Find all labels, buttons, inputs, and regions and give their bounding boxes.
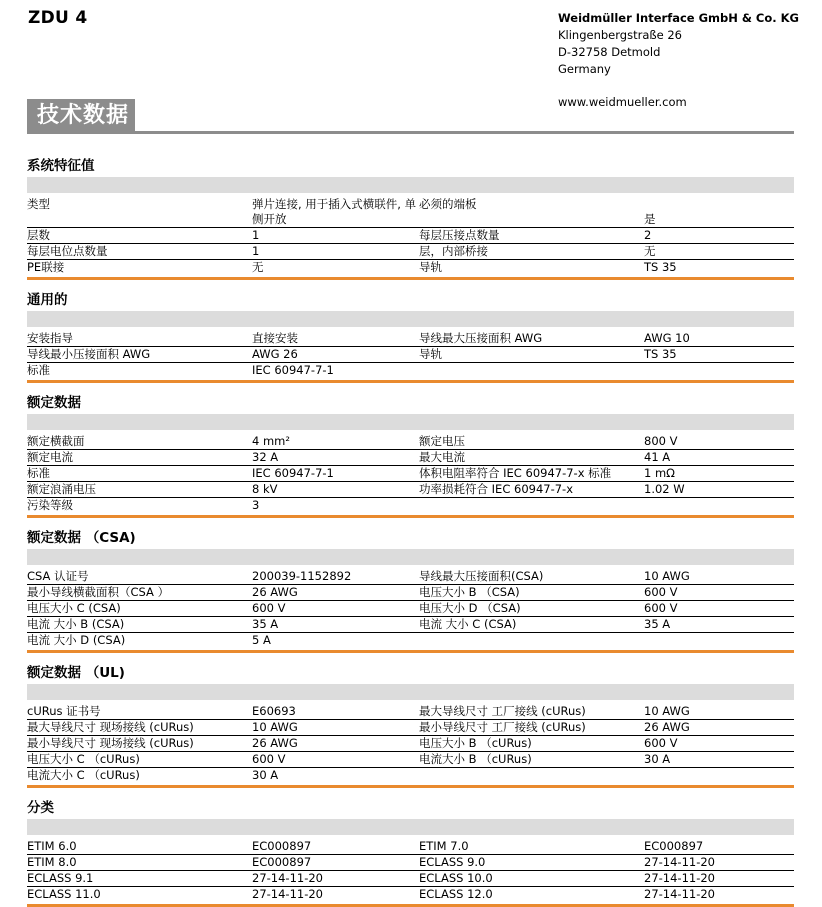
spec-row — [27, 887, 794, 902]
spec-label: 层，内部桥接 — [419, 244, 644, 260]
section-band — [27, 684, 794, 700]
spec-label: ECLASS 12.0 — [419, 887, 493, 901]
spec-row — [27, 466, 794, 482]
spec-row — [27, 768, 794, 783]
spec-value: EC000897 — [252, 839, 419, 855]
spec-label: 污染等级 — [27, 498, 73, 512]
spec-row — [27, 331, 794, 347]
spec-label: 电流 大小 B (CSA) — [27, 617, 252, 633]
spec-row — [27, 617, 794, 633]
spec-value: 1 — [252, 228, 419, 244]
spec-row — [27, 855, 794, 871]
spec-label: 电压大小 B （cURus) — [419, 736, 644, 752]
spec-label — [419, 498, 644, 513]
spec-value: 27-14-11-20 — [644, 871, 794, 887]
spec-value: 4 mm² — [252, 434, 419, 450]
spec-label: ECLASS 9.0 — [419, 855, 644, 871]
section-band — [27, 177, 794, 193]
spec-label: ETIM 6.0 — [27, 839, 252, 855]
spec-value — [644, 498, 794, 513]
spec-label: 导线最大压接面积 AWG — [419, 331, 644, 347]
spec-row — [27, 260, 794, 275]
spec-label: 最大导线尺寸 现场接线 (cURus) — [27, 720, 252, 736]
section-rows — [27, 700, 794, 783]
spec-label: ECLASS 11.0 — [27, 887, 101, 901]
spec-value: 10 AWG — [644, 704, 794, 720]
spec-value: 直接安装 — [252, 331, 419, 347]
spec-value: 27-14-11-20 — [252, 887, 323, 901]
spec-value: IEC 60947-7-1 — [252, 363, 334, 377]
spec-row — [27, 197, 794, 228]
spec-label: ECLASS 10.0 — [419, 871, 644, 887]
spec-value: 10 AWG — [644, 569, 794, 585]
spec-row — [27, 752, 794, 768]
spec-row — [27, 569, 794, 585]
spec-row — [27, 736, 794, 752]
spec-value: AWG 10 — [644, 331, 794, 347]
spec-value: TS 35 — [644, 347, 794, 363]
spec-value: 27-14-11-20 — [252, 871, 419, 887]
section-band — [27, 311, 794, 327]
spec-value: 26 AWG — [252, 736, 419, 752]
spec-label: 额定浪涌电压 — [27, 482, 252, 498]
spec-row — [27, 363, 794, 378]
spec-label — [419, 633, 644, 648]
website-link[interactable]: www.weidmueller.com — [558, 95, 687, 109]
spec-value: AWG 26 — [252, 347, 419, 363]
spec-row — [27, 704, 794, 720]
spec-label: ECLASS 9.1 — [27, 871, 252, 887]
spec-label: 必须的端板 — [419, 197, 644, 228]
spec-value: 35 A — [644, 617, 794, 633]
spec-value: 26 AWG — [644, 720, 794, 736]
spec-label: 导轨 — [419, 260, 442, 274]
spec-value: 600 V — [252, 752, 419, 768]
spec-label — [419, 768, 644, 783]
section-title: 额定数据 （UL) — [27, 665, 125, 681]
spec-label: CSA 认证号 — [27, 569, 252, 585]
spec-label: 额定电压 — [419, 434, 644, 450]
spec-value: 26 AWG — [252, 585, 419, 601]
company-address-block — [558, 10, 799, 111]
spec-row — [27, 434, 794, 450]
spec-value: 600 V — [644, 736, 794, 752]
spec-row — [27, 450, 794, 466]
section-title: 额定数据 （CSA) — [27, 530, 136, 546]
section-band — [27, 414, 794, 430]
spec-label: 每层电位点数量 — [27, 244, 252, 260]
spec-label: 导线最大压接面积(CSA) — [419, 569, 644, 585]
spec-label: 电流大小 B （cURus) — [419, 752, 644, 768]
spec-value: TS 35 — [644, 260, 677, 274]
spec-value: 30 A — [252, 768, 279, 782]
spec-sections — [27, 156, 794, 907]
spec-label: ETIM 7.0 — [419, 839, 644, 855]
spec-value: E60693 — [252, 704, 419, 720]
spec-value: 2 — [644, 228, 794, 244]
spec-label: 电流 大小 C (CSA) — [419, 617, 644, 633]
spec-label: 标准 — [27, 363, 50, 377]
spec-row — [27, 585, 794, 601]
spec-value: 27-14-11-20 — [644, 887, 715, 901]
spec-label: 额定电流 — [27, 450, 252, 466]
spec-label: PE联接 — [27, 260, 65, 274]
spec-value: 600 V — [644, 585, 794, 601]
spec-value: 600 V — [252, 601, 419, 617]
spec-value: 1 — [252, 244, 419, 260]
spec-value: 无 — [252, 260, 264, 274]
spec-label: 电流大小 C （cURus) — [27, 768, 140, 782]
spec-row — [27, 871, 794, 887]
spec-value: IEC 60947-7-1 — [252, 466, 419, 482]
section-title: 通用的 — [27, 292, 68, 308]
title-underline — [27, 131, 794, 134]
spec-label: 安装指导 — [27, 331, 252, 347]
spec-row — [27, 633, 794, 648]
spec-row — [27, 839, 794, 855]
section-title: 系统特征值 — [27, 158, 95, 174]
spec-label: ETIM 8.0 — [27, 855, 252, 871]
spec-section — [27, 393, 794, 528]
spec-value: 30 A — [644, 752, 794, 768]
spec-label: 层数 — [27, 228, 252, 244]
spec-section — [27, 663, 794, 798]
spec-value — [644, 633, 794, 648]
spec-value: EC000897 — [252, 855, 419, 871]
spec-label: 额定横截面 — [27, 434, 252, 450]
spec-value: 800 V — [644, 434, 794, 450]
spec-label: 最大导线尺寸 工厂接线 (cURus) — [419, 704, 644, 720]
section-title: 分类 — [27, 800, 54, 816]
spec-value: 600 V — [644, 601, 794, 617]
spec-row — [27, 244, 794, 260]
spec-label: 最大电流 — [419, 450, 644, 466]
spec-value: 弹片连接, 用于插入式横联件, 单侧开放 — [252, 197, 419, 228]
spec-row — [27, 601, 794, 617]
spec-value: 35 A — [252, 617, 419, 633]
spec-value: 5 A — [252, 633, 271, 647]
spec-section — [27, 528, 794, 663]
spec-row — [27, 720, 794, 736]
product-name: ZDU 4 — [28, 8, 88, 28]
spec-value: 27-14-11-20 — [644, 855, 794, 871]
section-rows — [27, 430, 794, 513]
spec-label: cURus 证书号 — [27, 704, 252, 720]
spec-label: 最小导线尺寸 工厂接线 (cURus) — [419, 720, 644, 736]
spec-value — [644, 768, 794, 783]
spec-value: 3 — [252, 498, 260, 512]
spec-label: 每层压接点数量 — [419, 228, 644, 244]
spec-label: 体积电阻率符合 IEC 60947-7-x 标准 — [419, 466, 644, 482]
spec-row — [27, 498, 794, 513]
spec-value: 无 — [644, 244, 794, 260]
section-rows — [27, 327, 794, 378]
spec-value: 1 mΩ — [644, 466, 794, 482]
spec-label: 电压大小 D （CSA) — [419, 601, 644, 617]
section-band — [27, 549, 794, 565]
spec-label: 电压大小 C (CSA) — [27, 601, 252, 617]
spec-label — [419, 363, 644, 378]
spec-label: 电流 大小 D (CSA) — [27, 633, 126, 647]
spec-section — [27, 798, 794, 907]
spec-label: 导线最小压接面积 AWG — [27, 347, 252, 363]
spec-row — [27, 347, 794, 363]
spec-label: 电压大小 B （CSA) — [419, 585, 644, 601]
section-rows — [27, 835, 794, 902]
spec-value — [644, 363, 794, 378]
spec-value: 32 A — [252, 450, 419, 466]
spec-value: 1.02 W — [644, 482, 794, 498]
spec-label: 最小导线横截面积（CSA ） — [27, 585, 252, 601]
spec-value: 41 A — [644, 450, 794, 466]
address-country: Germany — [558, 62, 611, 76]
section-rows — [27, 193, 794, 275]
spec-value: EC000897 — [644, 839, 794, 855]
section-band — [27, 819, 794, 835]
company-name: Weidmüller Interface GmbH & Co. KG — [558, 11, 799, 25]
address-street: Klingenbergstraße 26 — [558, 28, 682, 42]
spec-label: 最小导线尺寸 现场接线 (cURus) — [27, 736, 252, 752]
spec-label: 电压大小 C （cURus) — [27, 752, 252, 768]
spec-row — [27, 482, 794, 498]
spec-value: 200039-1152892 — [252, 569, 419, 585]
spec-label: 类型 — [27, 197, 252, 228]
spec-value: 是 — [644, 197, 794, 228]
page-title: 技术数据 — [27, 99, 135, 132]
section-title: 额定数据 — [27, 395, 81, 411]
spec-row — [27, 228, 794, 244]
spec-label: 功率损耗符合 IEC 60947-7-x — [419, 482, 644, 498]
spec-section — [27, 156, 794, 290]
spec-value: 8 kV — [252, 482, 419, 498]
address-city: D-32758 Detmold — [558, 45, 661, 59]
spec-label: 标准 — [27, 466, 252, 482]
spec-label: 导轨 — [419, 347, 644, 363]
spec-section — [27, 290, 794, 393]
spec-value: 10 AWG — [252, 720, 419, 736]
section-rows — [27, 565, 794, 648]
